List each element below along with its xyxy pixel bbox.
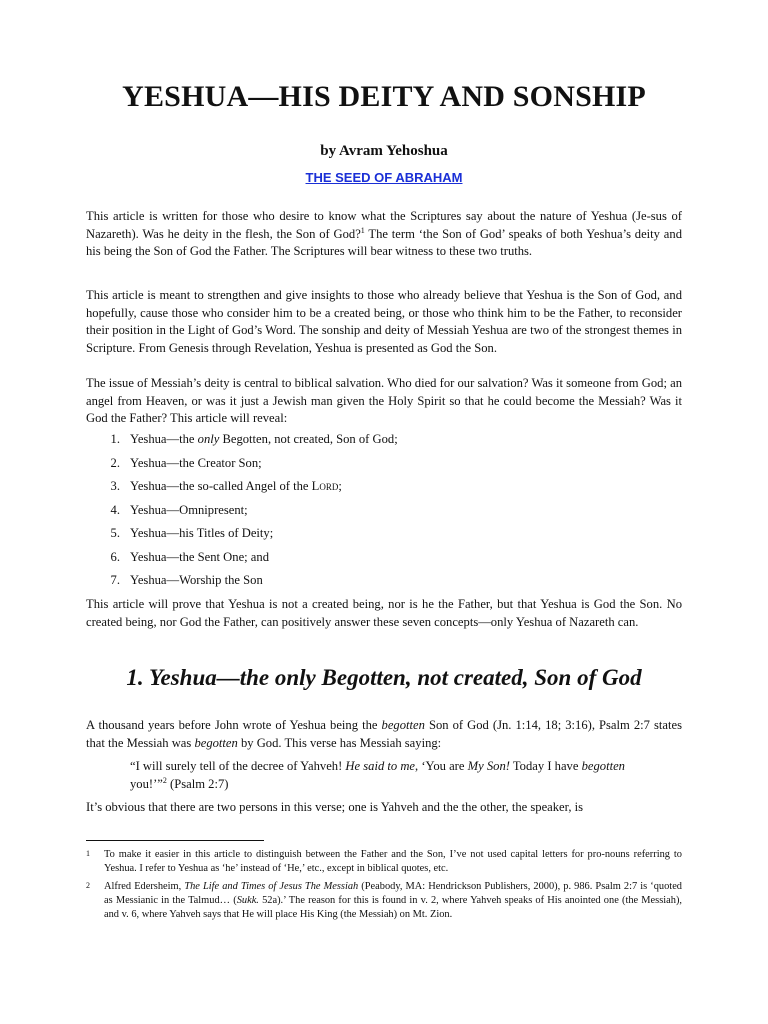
list-item-number: 5. <box>110 526 120 540</box>
list-item-emphasis: only <box>197 432 220 446</box>
intro-paragraph-3: The issue of Messiah’s deity is central to biblical salvation. Who died for our salvation? Was it someone from God; an angel from Heaven, or was it just a Jewish man given the Holy Spirit so that he could become the Messiah? Was it God the Father? This article will reveal: <box>86 376 682 426</box>
list-item-text: Yeshua—Worship the Son <box>130 573 263 587</box>
list-item-text <box>130 431 646 455</box>
concepts-list <box>86 431 646 596</box>
list-item <box>86 478 646 502</box>
emphasis-begotten: begotten <box>194 735 238 750</box>
footnote-mark: 2 <box>86 881 90 890</box>
quote-text-a: “I will surely tell of the decree of Yahveh! <box>130 759 346 773</box>
list-item-number: 1. <box>110 432 120 446</box>
footnote-text <box>104 880 682 922</box>
emphasis-begotten: begotten <box>381 718 425 732</box>
list-item-number: 4. <box>110 502 120 517</box>
seed-of-abraham-link-container <box>0 170 768 185</box>
list-item-text: Yeshua—his Titles of Deity; <box>130 526 274 540</box>
list-item-number: 6. <box>110 549 120 564</box>
footnote <box>86 880 682 922</box>
list-item <box>86 431 646 455</box>
list-item-text: Yeshua—the Sent One; and <box>130 549 269 564</box>
section-1-paragraph-1-text-b: Son of God (Jn. 1:14, 18; 3:16), Psalm 2:7 states that the Messiah was <box>86 718 683 750</box>
list-item-smallcaps: Lord <box>311 479 339 493</box>
quote-text-d: you!’” <box>130 776 163 791</box>
section-1-heading: 1. Yeshua—the only Begotten, not created, Son of God <box>126 665 642 690</box>
quote-emphasis: My Son! <box>467 759 510 773</box>
list-item-text-post: Begotten, not created, Son of God; <box>219 432 398 446</box>
list-item <box>86 572 646 596</box>
list-item-text: Yeshua—the Creator Son; <box>130 455 262 470</box>
quote-text-c: Today I have <box>509 759 582 773</box>
list-item-number: 2. <box>110 455 120 470</box>
footnote-divider <box>86 840 264 841</box>
seed-of-abraham-link[interactable]: THE SEED OF ABRAHAM <box>305 170 463 185</box>
footnote-ref-2[interactable]: 2 <box>162 775 167 785</box>
list-item-text-pre: Yeshua—the <box>130 432 198 446</box>
intro-paragraph-1 <box>86 208 682 261</box>
quote-text-b: , ‘You are <box>415 759 468 773</box>
document-title: YESHUA—HIS DEITY AND SONSHIP <box>122 80 646 113</box>
list-item <box>86 549 646 573</box>
footnote-book-title: The Life and Times of Jesus The Messiah <box>184 881 359 892</box>
list-item-text-tail: ; <box>338 479 342 493</box>
footnote-ref-1[interactable]: 1 <box>360 225 365 235</box>
intro-paragraph-2: This article is meant to strengthen and give insights to those who already believe that Yeshua is the Son of God, and hopefully, cause those who consider him to be a created being, or those who think him to be the Father, to reconsider their position in the Light of God’s Word. The sonship and deity of Messiah Yeshua are two of the strongest themes in Scripture. From Genesis through Revelation, Yeshua is presented as God the Son. <box>86 288 682 355</box>
footnote-talmud-ref: Sukk. <box>236 895 259 906</box>
section-1-paragraph-1-text-a: A thousand years before John wrote of Yeshua being the <box>86 718 382 732</box>
quote-reference: (Psalm 2:7) <box>166 776 229 791</box>
list-item-text <box>130 478 646 502</box>
psalm-quote <box>130 758 660 793</box>
footnote-mark: 1 <box>86 849 90 858</box>
footnote-text-a: Alfred Edersheim, <box>104 881 185 892</box>
author-byline: by Avram Yehoshua <box>320 143 448 159</box>
intro-paragraph-4: This article will prove that Yeshua is not a created being, nor is he the Father, but that Yeshua is God the Son. No created being, nor God the Father, can positively answer these seven concepts—only Yeshua of Nazareth can. <box>86 597 682 629</box>
quote-emphasis: He said to me <box>345 759 416 773</box>
footnote-text-c: 52a).’ The reason for this is found in v. 2, where Yahveh speaks of His anointed one (the Messiah), and v. 6, where Yahveh says that He will place His King (the Messiah) on Mt. Zion. <box>104 895 682 920</box>
footnotes <box>86 848 682 926</box>
section-1-paragraph-2: It’s obvious that there are two persons in this verse; one is Yahveh and the the other, the speaker, is <box>86 800 584 814</box>
intro-paragraph-1-text-a: This article is written for those who desire to know what the Scriptures say about the nature of Yeshua (Je-sus of Nazareth). Was he deity in the flesh, the Son of God? <box>86 209 682 241</box>
list-item-text: Yeshua—Omnipresent; <box>130 502 248 517</box>
footnote <box>86 848 682 876</box>
footnote-text: To make it easier in this article to distinguish between the Father and the Son, I’ve not used capital letters for pro-nouns referring to Yeshua. I refer to Yeshua as ‘he’ instead of ‘He,’ etc., except in biblical quotes, etc. <box>104 849 682 874</box>
list-item <box>86 502 646 526</box>
section-1-paragraph-1 <box>86 717 682 752</box>
intro-paragraph-1-text-b: The term ‘the Son of God’ speaks of both Yeshua’s deity and his being the Son of God the Father. The Scriptures will bear witness to these two truths. <box>86 226 682 259</box>
quote-emphasis: begotten <box>581 759 625 773</box>
list-item <box>86 525 646 549</box>
section-1-paragraph-1-text-c: by God. This verse has Messiah saying: <box>237 735 442 750</box>
list-item-number: 3. <box>110 479 120 493</box>
list-item <box>86 455 646 479</box>
list-item-number: 7. <box>110 573 120 587</box>
footnote-text-b: (Peabody, MA: Hendrickson Publishers, 2000), p. 986. Psalm 2:7 is ‘quoted as Messianic in the Talmud… ( <box>104 881 683 906</box>
list-item-text-pre: Yeshua—the so-called Angel of the <box>130 479 312 493</box>
